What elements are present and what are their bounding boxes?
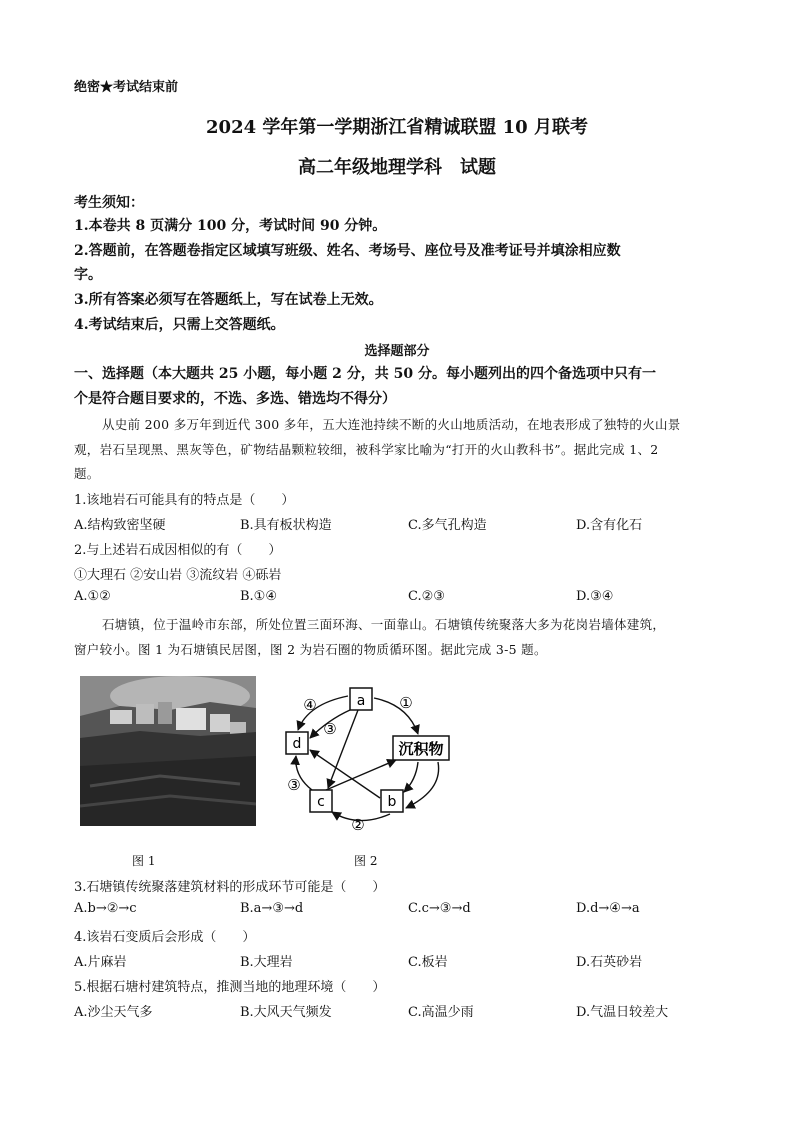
option-c: C.②③ <box>408 589 445 604</box>
label-3-lower: ③ <box>287 776 301 794</box>
rock-cycle-diagram <box>278 680 478 840</box>
option-b: B.a→③→d <box>240 901 304 916</box>
section-intro: 一、选择题（本大题共 25 小题，每小题 2 分，共 50 分。每小题列出的四个备选项中只有一 <box>74 366 656 382</box>
question-stem: 1.该地岩石可能具有的特点是（ ） <box>74 493 295 508</box>
village-photo-drawing <box>80 676 256 826</box>
confidential-label: 绝密★考试结束前 <box>74 80 179 95</box>
passage-line: 观，岩石呈现黑、黑灰等色，矿物结晶颗粒较细，被科学家比喻为“打开的火山教科书”。据此完成 1、2 <box>74 442 659 457</box>
option-a: A.b→②→c <box>74 901 137 916</box>
label-4: ④ <box>303 696 317 714</box>
option-d: D.d→④→a <box>576 901 640 916</box>
question-stem: 3.石塘镇传统聚落建筑材料的形成环节可能是（ ） <box>74 880 386 895</box>
option-b: B.①④ <box>240 589 277 604</box>
figure-2-caption: 图 2 <box>354 854 378 868</box>
option-d: D.石英砂岩 <box>576 955 643 970</box>
option-b: B.具有板状构造 <box>240 518 332 533</box>
label-2: ② <box>351 816 365 834</box>
option-b: B.大风天气频发 <box>240 1005 332 1020</box>
passage-line: 从史前 200 多万年到近代 300 多年，五大连池持续不断的火山地质活动，在地表形成了独特的火山景 <box>102 417 681 432</box>
notice-item: 2.答题前，在答题卷指定区域填写班级、姓名、考场号、座位号及准考证号并填涂相应数 <box>74 243 621 259</box>
passage-line: 题。 <box>74 466 100 481</box>
question-stem: 2.与上述岩石成因相似的有（ ） <box>74 543 282 558</box>
label-3-upper: ③ <box>323 720 337 738</box>
option-b: B.大理岩 <box>240 955 293 970</box>
node-a: a <box>356 693 366 709</box>
node-sediment: 沉积物 <box>398 740 444 758</box>
node-d: d <box>292 736 302 752</box>
question-sub: ①大理石 ②安山岩 ③流纹岩 ④砾岩 <box>74 568 282 583</box>
label-1: ① <box>399 694 413 712</box>
option-a: A.结构致密坚硬 <box>74 518 166 533</box>
arrow-sediment-b <box>404 762 418 792</box>
option-c: C.板岩 <box>408 955 448 970</box>
village-photo <box>80 676 256 826</box>
notice-heading: 考生须知： <box>74 195 144 211</box>
question-stem: 5.根据石塘村建筑特点，推测当地的地理环境（ ） <box>74 980 386 995</box>
notice-item: 4.考试结束后，只需上交答题纸。 <box>74 317 285 333</box>
option-a: A.①② <box>74 589 111 604</box>
notice-item: 1.本卷共 8 页满分 100 分，考试时间 90 分钟。 <box>74 218 387 234</box>
option-d: D.含有化石 <box>576 518 643 533</box>
notice-item: 3.所有答案必须写在答题纸上，写在试卷上无效。 <box>74 292 383 308</box>
exam-title: 2024 学年第一学期浙江省精诚联盟 10 月联考 <box>206 117 588 138</box>
option-a: A.沙尘天气多 <box>74 1005 153 1020</box>
option-d: D.气温日较差大 <box>576 1005 669 1020</box>
question-stem: 4.该岩石变质后会形成（ ） <box>74 930 256 945</box>
node-c: c <box>317 794 325 810</box>
exam-subtitle: 高二年级地理学科 试题 <box>298 157 496 178</box>
option-d: D.③④ <box>576 589 614 604</box>
option-a: A.片麻岩 <box>74 955 127 970</box>
option-c: C.多气孔构造 <box>408 518 487 533</box>
node-b: b <box>387 794 397 810</box>
passage-line: 窗户较小。图 1 为石塘镇民居图，图 2 为岩石圈的物质循环图。据此完成 3-5 题。 <box>74 642 547 657</box>
option-c: C.高温少雨 <box>408 1005 474 1020</box>
passage-line: 石塘镇，位于温岭市东部，所处位置三面环海、一面靠山。石塘镇传统聚落大多为花岗岩墙体建筑， <box>102 617 666 632</box>
arrow-sediment-b-outer <box>406 762 439 808</box>
option-c: C.c→③→d <box>408 901 471 916</box>
part-title: 选择题部分 <box>364 344 430 359</box>
notice-item: 字。 <box>74 267 102 283</box>
section-intro: 个是符合题目要求的，不选、多选、错选均不得分） <box>74 391 396 407</box>
figure-1-caption: 图 1 <box>132 854 156 868</box>
